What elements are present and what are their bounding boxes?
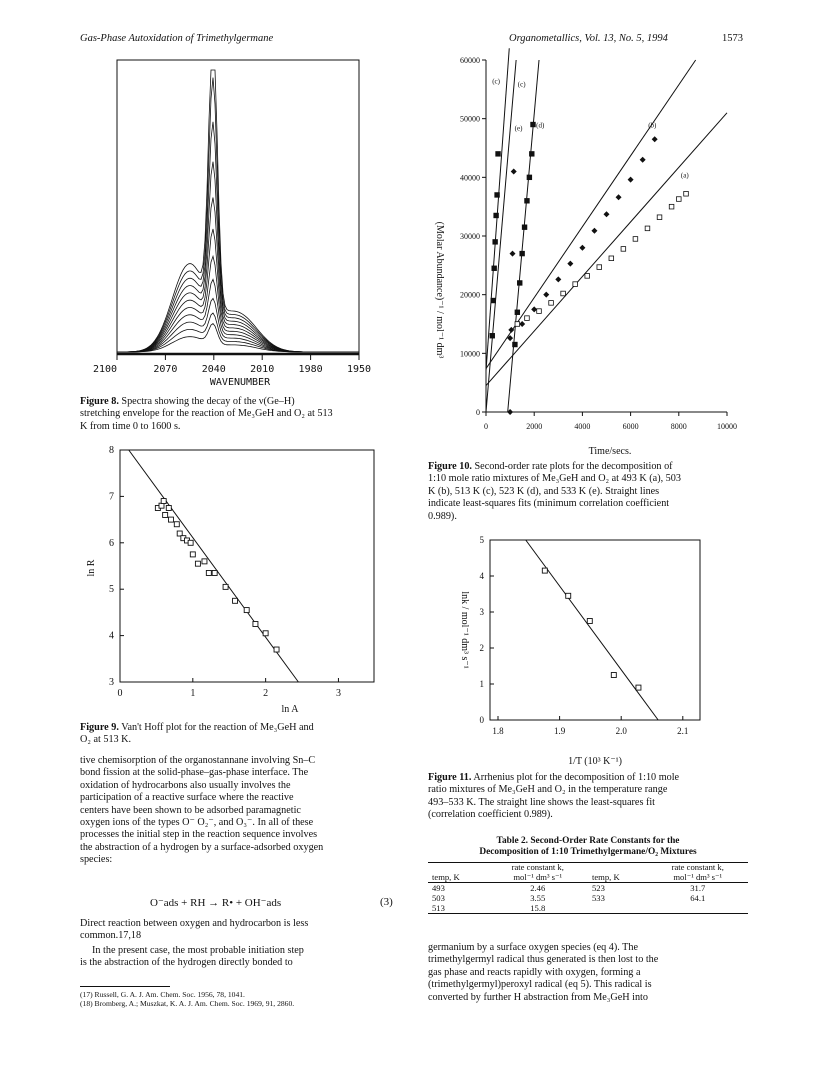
fig8-tick-label: 2010 <box>250 364 275 375</box>
fig10-point <box>529 152 534 157</box>
fig10-point <box>543 292 549 298</box>
fig10-point <box>669 204 674 209</box>
table-row: 493 2.46 523 31.7 <box>432 883 706 893</box>
fig9-points <box>155 499 279 652</box>
fig10-point <box>628 177 634 183</box>
running-header-title: Gas-Phase Autoxidation of Trimethylgermane <box>80 33 274 44</box>
fig10-point <box>567 261 573 267</box>
equation-3-number: (3) <box>380 896 393 908</box>
fig10-point <box>597 265 602 270</box>
fig8-tick-label: 2070 <box>153 364 178 375</box>
fig11-point <box>566 593 571 598</box>
fig9-xtick-label: 3 <box>335 688 341 699</box>
left-paragraph-1: tive chemisorption of the organostannane involving Sn–C bond fission at the solid-phase–gas-phase interface. The oxidation of hydrocarbons also usually involves the participation of a reactive surface where the reactive centers have been shown to be adsorbed paramagnetic oxygen ions of the types O⁻ O₂⁻, and O₃⁻. In all of these processes the initial step in the reaction sequence involves the abstraction of a hydrogen by a surface-adsorbed oxygen species: <box>80 755 324 866</box>
fig10-point <box>555 276 561 282</box>
fig10-fit-(d) <box>508 60 539 412</box>
fig11-point <box>587 619 592 624</box>
fig10-xlabel: Time/secs. <box>588 446 632 457</box>
fig10-point <box>517 281 522 286</box>
fig10-ylabel: (Molar Abundance)⁻¹ / mol⁻¹ dm³ <box>434 221 445 359</box>
equation-3: O⁻ads + RH → R• + OH⁻ads <box>150 897 282 909</box>
figure-11-caption: Figure 11. Arrhenius plot for the decomposition of 1:10 mole ratio mixtures of Me₃GeH and O₂ in the temperature range 493–533 K. The straight line shows the least-squares fit (correlation coefficient 0.989). <box>428 772 680 821</box>
fig9-point <box>263 631 268 636</box>
fig11-ytick-label: 4 <box>479 571 484 581</box>
fig8-spectrum-curve <box>117 256 359 352</box>
fig10-point <box>645 226 650 231</box>
figure-11-arrhenius-plot <box>430 532 740 772</box>
fig10-point <box>677 197 682 202</box>
fig10-point <box>609 256 614 261</box>
figure-8-caption: Figure 8. Spectra showing the decay of the ν(Ge–H) stretching envelope for the reaction of Me₃GeH and O₂ at 513 K from time 0 to 1600 s. <box>80 396 333 432</box>
fig9-xtick-label: 0 <box>117 688 123 699</box>
fig10-point <box>531 122 536 127</box>
fig10-point <box>579 245 585 251</box>
fig10-xtick-label: 4000 <box>574 422 591 431</box>
fig11-ytick-label: 0 <box>479 715 484 725</box>
fig9-xtick-label: 1 <box>190 688 196 699</box>
fig9-point <box>274 647 279 652</box>
fig10-ytick-label: 60000 <box>460 56 480 65</box>
fig10-ytick-label: 40000 <box>460 173 480 183</box>
right-paragraph-1: germanium by a surface oxygen species (eq 4). The trimethylgermyl radical thus generated is then lost to the gas phase and reacts rapidly with oxygen, forming a (trimethylgermyl)peroxyl radical (eq 5). This radical is converted by further H abstraction from Me₃GeH into <box>428 942 659 1003</box>
fig10-fit-(c) <box>486 48 509 371</box>
fig10-ytick-label: 30000 <box>460 232 480 241</box>
fig10-point <box>496 152 501 157</box>
fig10-point <box>657 215 662 220</box>
fig8-spectrum-curve <box>117 279 359 352</box>
fig9-fit-line <box>129 450 299 682</box>
fig9-xlabel: ln A <box>281 704 299 715</box>
fig11-point <box>611 673 616 678</box>
fig11-ytick-label: 2 <box>479 643 484 653</box>
fig10-point <box>520 251 525 256</box>
fig11-xtick-label: 1.8 <box>492 726 504 736</box>
fig11-xtick-label: 1.9 <box>553 726 566 736</box>
fig8-tick-label: 2040 <box>201 364 226 375</box>
fig8-spectrum-curve <box>117 78 359 352</box>
figure-9-caption: Figure 9. Van't Hoff plot for the reaction of Me₃GeH and O₂ at 513 K. <box>80 722 314 746</box>
left-paragraph-2: Direct reaction between oxygen and hydrocarbon is less common.17,18 <box>80 918 309 942</box>
fig10-point <box>621 247 626 252</box>
fig10-series-label: (c) <box>492 77 501 86</box>
fig9-point <box>195 561 200 566</box>
fig9-ytick-label: 3 <box>109 677 114 688</box>
left-paragraph-3: In the present case, the most probable initiation step is the abstraction of the hydrogen directly bonded to <box>80 945 304 969</box>
fig9-point <box>168 517 173 522</box>
fig9-xtick-label: 2 <box>263 688 269 699</box>
fig10-point <box>495 193 500 198</box>
fig10-point <box>515 322 520 327</box>
fig10-point <box>492 266 497 271</box>
fig10-series-label: (a) <box>680 171 689 180</box>
fig9-point <box>174 522 179 527</box>
fig10-xtick-label: 2000 <box>526 422 543 431</box>
fig10-series-label: (d) <box>536 121 545 130</box>
fig10-point <box>684 191 689 196</box>
table-row: 503 3.55 533 64.1 <box>432 893 706 903</box>
fig10-fit-(e) <box>486 60 516 412</box>
fig9-ylabel: ln R <box>86 559 97 577</box>
fig9-point <box>166 506 171 511</box>
fig10-point <box>604 211 610 217</box>
fig10-point <box>549 301 554 306</box>
fig8-spectrum-curve <box>117 229 359 352</box>
fig8-spectra-curves <box>117 70 359 352</box>
figure-9-vanthoff-plot <box>80 440 400 720</box>
fig9-ytick-label: 8 <box>109 445 114 456</box>
journal-citation: Organometallics, Vol. 13, No. 5, 1994 <box>509 33 668 44</box>
fig9-point <box>202 559 207 564</box>
fig9-point <box>244 608 249 613</box>
fig9-point <box>163 512 168 517</box>
fig10-xtick-label: 0 <box>484 422 488 431</box>
fig10-point <box>561 291 566 296</box>
figure-10-rate-plots <box>425 50 755 460</box>
fig10-ytick-label: 10000 <box>460 349 480 359</box>
fig8-spectrum-curve <box>117 70 359 352</box>
fig8-tick-label: 1980 <box>298 364 323 375</box>
reference-18: (18) Bromberg, A.; Muszkat, K. A. J. Am. Chem. Soc. 1969, 91, 2860. <box>80 999 295 1009</box>
fig11-xlabel: 1/T (10³ K⁻¹) <box>568 756 622 767</box>
references <box>80 990 400 1009</box>
fig10-point <box>525 199 530 204</box>
fig9-ytick-label: 5 <box>109 584 114 596</box>
fig11-ytick-label: 3 <box>479 607 484 617</box>
fig8-spectrum-curve <box>117 122 359 352</box>
fig10-point <box>652 136 658 142</box>
fig9-point <box>161 499 166 504</box>
fig11-ytick-label: 5 <box>479 535 484 545</box>
fig10-xtick-label: 10000 <box>717 422 737 431</box>
fig9-point <box>233 598 238 603</box>
fig10-point <box>513 342 518 347</box>
table-2: temp, K rate constant k, mol⁻¹ dm³ s⁻¹ temp, K rate constant k, mol⁻¹ dm³ s⁻¹ 493 2.46 523 31.7 503 3.55 533 64.1 513 15.8 <box>428 862 748 914</box>
fig8-spectrum-curve <box>117 162 359 352</box>
fig9-point <box>223 584 228 589</box>
fig11-ylabel: lnk / mol⁻¹ dm³ s⁻¹ <box>459 591 470 669</box>
fig10-xtick-label: 8000 <box>670 422 687 431</box>
fig11-point <box>542 568 547 573</box>
fig10-fit-lines <box>486 48 727 412</box>
footnote-rule <box>80 986 170 987</box>
fig11-xtick-label: 2.1 <box>677 726 689 736</box>
fig10-point <box>494 213 499 218</box>
fig11-ytick-label: 1 <box>479 679 484 689</box>
fig9-ytick-label: 6 <box>109 537 114 549</box>
fig9-point <box>188 540 193 545</box>
fig10-point <box>511 168 517 174</box>
fig10-point <box>519 321 525 327</box>
fig11-point <box>636 685 641 690</box>
fig10-point <box>531 306 537 312</box>
fig10-point <box>616 194 622 200</box>
fig10-point <box>585 274 590 279</box>
reference-17: (17) Russell, G. A. J. Am. Chem. Soc. 1956, 78, 1041. <box>80 990 245 999</box>
fig10-point <box>527 175 532 180</box>
fig9-point <box>190 552 195 557</box>
page-number: 1573 <box>722 33 743 44</box>
fig10-series-label: (b) <box>648 121 657 130</box>
fig11-xtick-label: 2.0 <box>615 726 627 736</box>
fig10-point <box>591 228 597 234</box>
fig9-ytick-label: 4 <box>109 630 114 642</box>
fig10-point <box>515 310 520 315</box>
fig10-point <box>633 237 638 242</box>
fig8-tick-label: 2100 <box>92 364 118 375</box>
fig9-point <box>253 622 258 627</box>
fig8-tick-label: 1950 <box>346 364 372 375</box>
fig9-ytick-label: 7 <box>109 491 114 503</box>
fig10-ytick-label: 0 <box>476 408 480 417</box>
fig9-point <box>212 570 217 575</box>
fig11-frame <box>490 540 700 720</box>
fig10-point <box>522 225 527 230</box>
table-row: 513 15.8 <box>428 903 748 914</box>
figure-10-caption: Figure 10. Second-order rate plots for the decomposition of 1:10 mole ratio mixtures of Me₃GeH and O₂ at 493 K (a), 503 K (b), 513 K (c), 523 K (d), and 533 K (e). Straight lines indicate least-squares fits (minimum correlation coefficient 0.989). <box>428 461 681 522</box>
fig10-series-label: (c) <box>517 80 526 89</box>
fig10-point <box>573 282 578 287</box>
fig9-point <box>206 570 211 575</box>
fig10-xtick-label: 6000 <box>622 422 639 431</box>
fig10-point <box>490 333 495 338</box>
fig10-ytick-label: 20000 <box>460 290 480 300</box>
fig11-fit-line <box>526 540 658 720</box>
fig10-point <box>493 240 498 245</box>
fig10-point <box>537 309 542 314</box>
fig10-point <box>525 316 530 321</box>
fig10-point <box>510 251 516 257</box>
fig8-xlabel: WAVENUMBER <box>209 377 271 388</box>
fig10-point <box>640 157 646 163</box>
fig10-point <box>491 298 496 303</box>
table-2-title: Table 2. Second-Order Rate Constants for the Decomposition of 1:10 Trimethylgermane/O₂ Mixtures <box>479 836 697 857</box>
fig10-ytick-label: 50000 <box>460 114 480 124</box>
fig8-frame <box>117 60 359 354</box>
fig10-series-label: (e) <box>514 124 523 133</box>
figure-8-spectra <box>92 50 372 390</box>
fig9-frame <box>120 450 374 682</box>
